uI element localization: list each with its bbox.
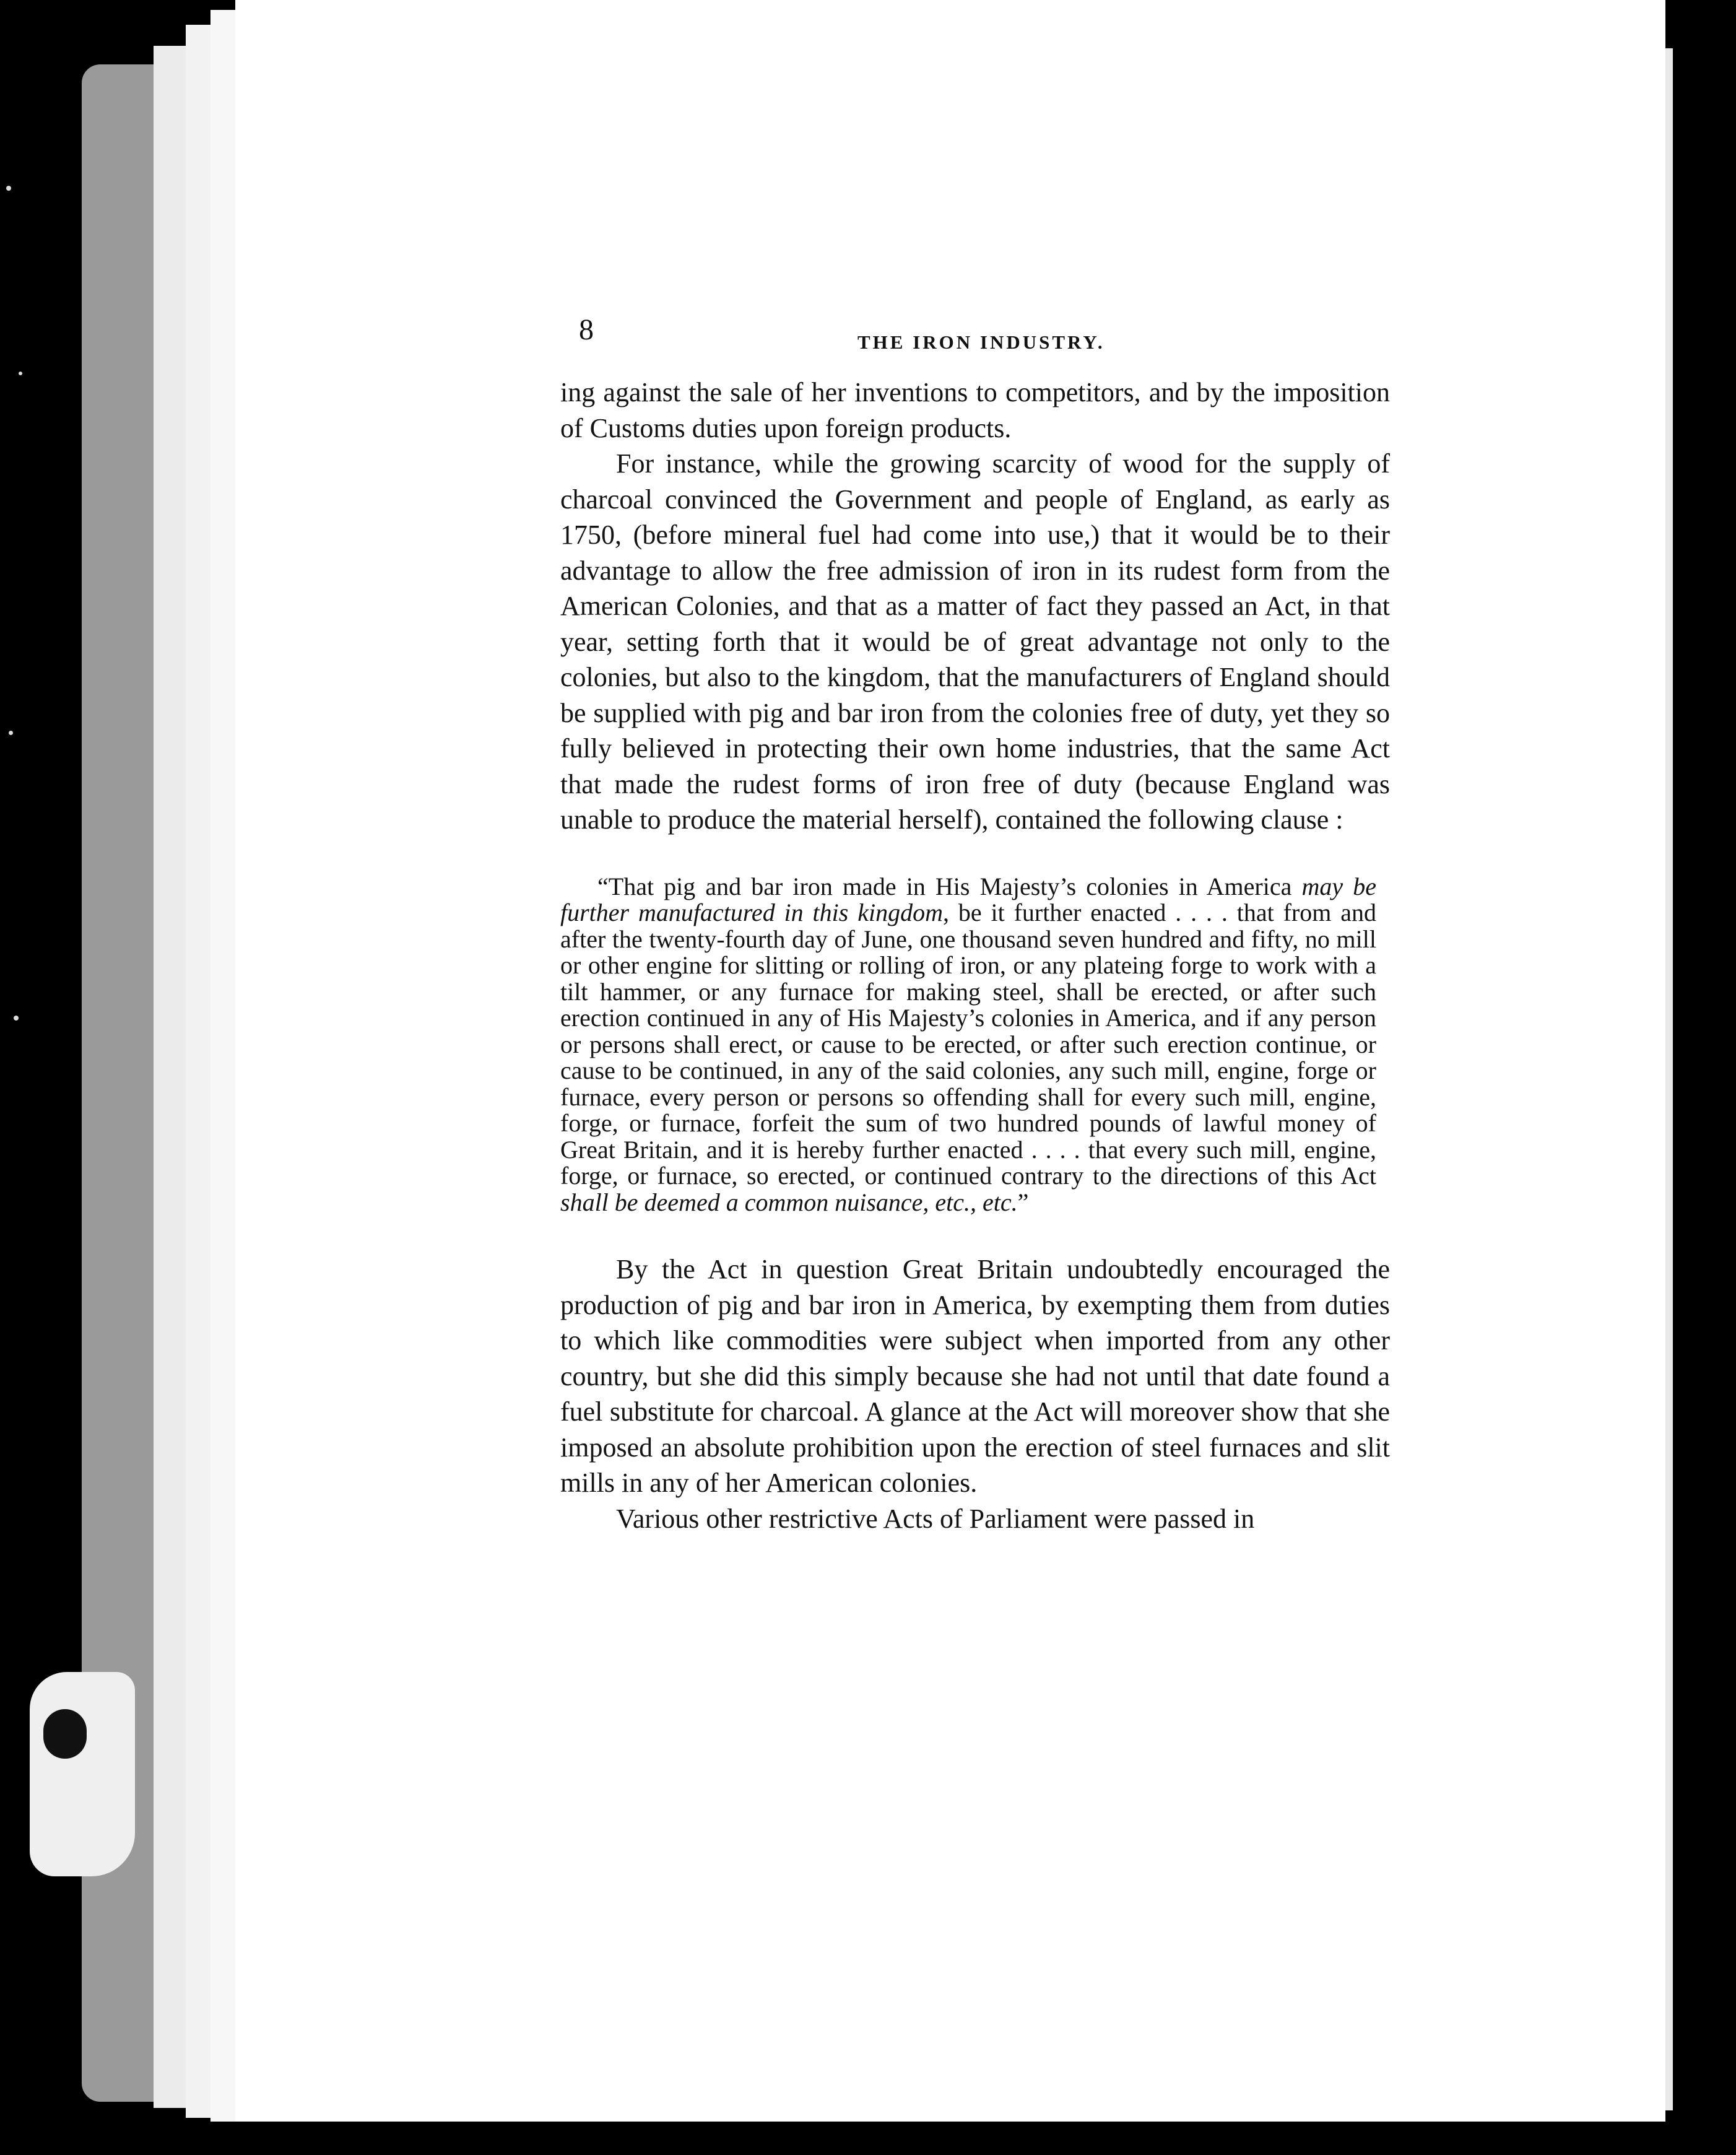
paragraph-2: For instance, while the growing scarcity of wood for the supply of charcoal convinced the Government and people of England, as early as 1750, (before mineral fuel had come into use,) that it would be to their advantage to allow the free admission of iron in its rudest form from the American Colonies, and that as a matter of fact they passed an Act, in that year, setting forth that it would be of great advantage not only to the colonies, but also to the kingdom, that the manufacturers of England should be supplied with pig and bar iron from the colonies free of duty, yet they so fully believed in protecting their own home industries, that the same Act that made the rudest forms of iron free of duty (because England was unable to produce the material herself), contained the following clause : [560, 448, 1390, 835]
paragraph-4: Various other restrictive Acts of Parliament were passed in [616, 1503, 1255, 1534]
quote-italic-2: shall be deemed a common nuisance, etc., etc. [560, 1188, 1018, 1216]
quote-italic-1: may be further manufactured in this kingdom [560, 872, 1376, 926]
paragraph-1: ing against the sale of her inventions to competitors, and by the imposition of Customs duties upon foreign products. [560, 377, 1390, 443]
block-quote [560, 874, 1376, 1216]
dust-speck [14, 1016, 19, 1021]
torn-paper-fragment [30, 1672, 135, 1876]
page-body [560, 375, 1390, 1536]
page-number: 8 [579, 313, 594, 346]
quote-text-2: , be it further enacted . . . . that from and after the twenty-fourth day of June, one thousand seven hundred and fifty, no mill or other engine for slitting or rolling of iron, or any plateing forge to work with a tilt hammer, or any furnace for making steel, shall be erected, or after such erection continued in any of His Majesty’s colonies in America, and if any person or persons shall erect, or cause to be erected, or after such erection continue, or cause to be continued, in any of the said colonies, any such mill, engine, forge or furnace, every person or persons so offending shall for every such mill, engine, forge, or furnace, forfeit the sum of two hundred pounds of lawful money of Great Britain, and it is hereby further enacted . . . . that every such mill, engine, forge, or furnace, so erected, or continued contrary to the directions of this Act [560, 899, 1376, 1190]
quote-text-1: “That pig and bar iron made in His Majesty’s colonies in America [597, 872, 1302, 900]
torn-paper-hole [43, 1709, 87, 1759]
paragraph-3: By the Act in question Great Britain undoubtedly encouraged the production of pig and bar iron in America, by exempting them from duties to which like commodities were subject when imported from any other country, but she did this simply because she had not until that date found a fuel substitute for charcoal. A glance at the Act will moreover show that she imposed an absolute prohibition upon the erection of steel furnaces and slit mills in any of her American colonies. [560, 1254, 1390, 1498]
page-header [579, 313, 1371, 362]
quote-text-3: ” [1017, 1188, 1029, 1216]
running-title: THE IRON INDUSTRY. [857, 331, 1105, 353]
dust-speck [19, 372, 22, 375]
dust-speck [9, 731, 13, 735]
dust-speck [6, 186, 11, 191]
